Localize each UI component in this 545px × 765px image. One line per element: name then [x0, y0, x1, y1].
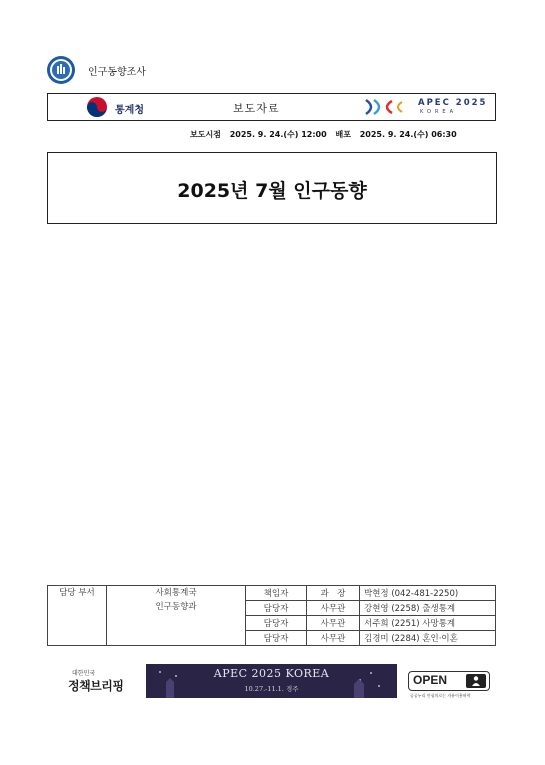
open-license-label: OPEN: [413, 673, 448, 687]
distribute-time-label: 배포: [335, 130, 351, 139]
table-row: [48, 586, 496, 601]
org-division: 인구동향과: [155, 602, 197, 612]
contact-title: 사무관: [307, 631, 360, 646]
policy-briefing-logo[interactable]: [68, 668, 132, 698]
apec-emblem-icon: [362, 97, 410, 117]
contact-person: 강현영 (2258) 출생통계: [360, 601, 496, 616]
apec-subtitle: KOREA: [420, 109, 457, 115]
license-person-icon: [466, 674, 486, 688]
contact-person: 서주희 (2251) 사망통계: [360, 616, 496, 631]
open-license-caption: 공공누리 안심의로는 자유이용허락: [410, 693, 471, 698]
taegeuk-logo-icon: [85, 95, 109, 119]
contact-title: 사무관: [307, 601, 360, 616]
contact-role: 담당자: [246, 601, 307, 616]
apec-banner[interactable]: [146, 664, 397, 698]
contact-role: 책임자: [246, 586, 307, 601]
survey-emblem-icon: [46, 55, 76, 85]
apec-title: APEC 2025: [418, 98, 488, 108]
contact-table: [47, 585, 496, 646]
policy-title: 정책브리핑: [68, 679, 124, 693]
distribute-time-value: 2025. 9. 24.(수) 06:30: [359, 130, 457, 139]
document-title: 2025년 7월 인구동향: [177, 180, 367, 202]
survey-name: 인구동향조사: [88, 67, 146, 78]
dept-label: 담당 부서: [48, 586, 107, 646]
document-type: 보도자료: [233, 102, 280, 115]
banner-dates: 10.27.-11.1. 경주: [244, 685, 299, 693]
org-bureau: 사회통계국: [155, 588, 197, 598]
report-time-label: 보도시점: [190, 130, 221, 139]
contact-role: 담당자: [246, 616, 307, 631]
contact-title: 사무관: [307, 616, 360, 631]
contact-title: 과 장: [307, 586, 360, 601]
policy-country: 대한민국: [72, 670, 96, 677]
org-name: [107, 586, 246, 646]
release-times: [190, 129, 463, 140]
report-time-value: 2025. 9. 24.(수) 12:00: [229, 130, 327, 139]
banner-title: APEC 2025 KOREA: [213, 667, 330, 680]
contact-role: 담당자: [246, 631, 307, 646]
agency-name: 통계청: [115, 105, 144, 116]
contact-person: 박현정 (042-481-2250): [360, 586, 496, 601]
contact-person: 김경미 (2284) 혼인·이혼: [360, 631, 496, 646]
